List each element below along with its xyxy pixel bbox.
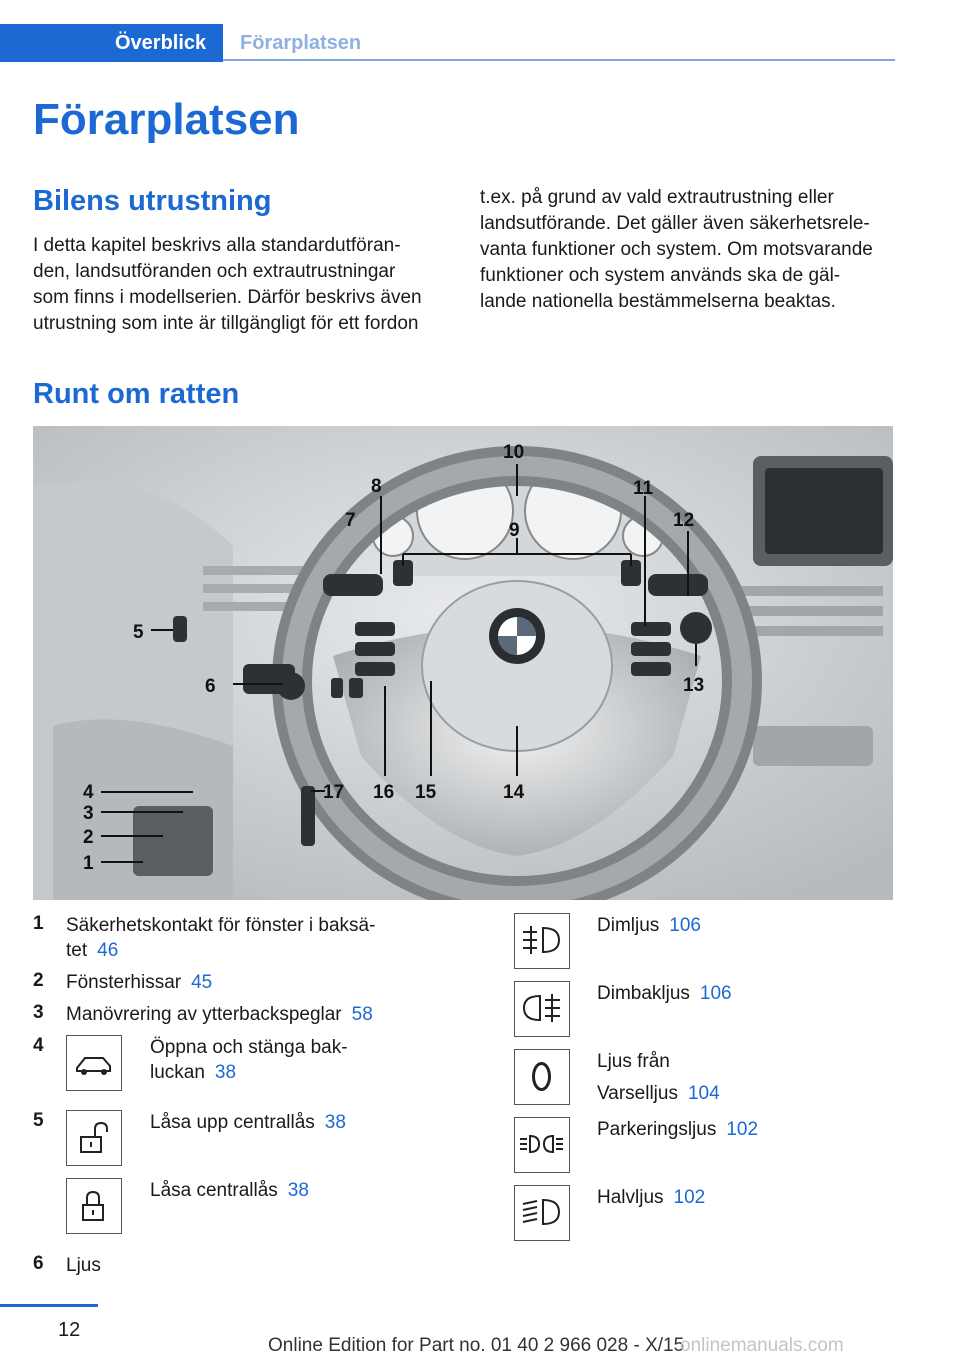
page-ref-link[interactable]: 104	[687, 1083, 720, 1104]
tab-drivers-seat[interactable]: Förarplatsen	[240, 32, 362, 54]
item-number: 1	[33, 913, 44, 934]
callout-4: 4	[83, 782, 94, 803]
callout-13: 13	[683, 675, 705, 696]
page-ref-link[interactable]: 106	[699, 983, 732, 1004]
footer-rule	[0, 1304, 98, 1307]
item-number: 4	[33, 1035, 44, 1056]
callout-10: 10	[503, 442, 525, 463]
item-number: 3	[33, 1002, 44, 1023]
item-text: Ljus från	[597, 1051, 670, 1072]
item-number: 6	[33, 1253, 44, 1274]
callout-6: 6	[205, 676, 216, 697]
item-text: Öppna och stänga bak-	[150, 1037, 348, 1058]
list-item	[66, 1002, 373, 1027]
callout-7: 7	[345, 510, 356, 531]
callout-12: 12	[673, 510, 695, 531]
header-rule	[223, 59, 895, 61]
intro-line: t.ex. på grund av vald extrautrustning eller	[480, 187, 834, 208]
unlock-icon	[66, 1110, 122, 1166]
callout-5: 5	[133, 622, 144, 643]
list-item	[66, 913, 446, 963]
lights-off-icon	[514, 1049, 570, 1105]
list-item	[150, 1035, 348, 1085]
page-ref-link[interactable]: 45	[191, 972, 213, 993]
page-ref-link[interactable]: 46	[97, 940, 119, 961]
list-item	[150, 1110, 346, 1135]
callout-14: 14	[503, 782, 525, 803]
list-item	[597, 913, 701, 938]
page-number: 12	[58, 1319, 81, 1341]
item-text: Parkeringsljus	[597, 1119, 717, 1140]
rear-fog-light-icon	[514, 981, 570, 1037]
low-beam-icon	[514, 1185, 570, 1241]
steering-wheel-illustration	[33, 426, 893, 900]
item-text: luckan	[150, 1062, 205, 1083]
lock-icon	[66, 1178, 122, 1234]
item-text: Fönsterhissar	[66, 972, 182, 993]
list-item	[597, 1185, 705, 1210]
item-text: Dimbakljus	[597, 983, 690, 1004]
callout-15: 15	[415, 782, 437, 803]
intro-line: lande nationella bestämmelserna beaktas.	[480, 291, 836, 312]
list-item	[597, 1049, 720, 1106]
callout-3: 3	[83, 803, 94, 824]
page-ref-link[interactable]: 102	[673, 1187, 706, 1208]
page-ref-link[interactable]: 58	[351, 1004, 373, 1025]
tailgate-icon	[66, 1035, 122, 1091]
page-title: Förarplatsen	[33, 95, 300, 144]
front-fog-light-icon	[514, 913, 570, 969]
item-text: tet	[66, 940, 88, 961]
watermark: onlinemanuals.com	[680, 1335, 844, 1356]
callout-17: 17	[323, 782, 345, 803]
tab-overview[interactable]: Överblick	[0, 24, 223, 62]
callout-2: 2	[83, 827, 94, 848]
item-text: Låsa centrallås	[150, 1180, 278, 1201]
item-text: Dimljus	[597, 915, 660, 936]
intro-right-column	[480, 185, 895, 315]
item-text: Varselljus	[597, 1083, 678, 1104]
list-item	[66, 1253, 101, 1278]
page-ref-link[interactable]: 38	[214, 1062, 237, 1083]
item-text: Ljus	[66, 1255, 101, 1276]
intro-line: som finns i modellserien. Därför beskrivs även	[33, 287, 422, 308]
item-number: 2	[33, 970, 44, 991]
item-text: Manövrering av ytterbackspeglar	[66, 1004, 342, 1025]
section-title-equipment: Bilens utrustning	[33, 185, 272, 217]
item-text: Säkerhetskontakt för fönster i baksä-	[66, 915, 376, 936]
intro-line: vanta funktioner och system. Om motsvarande	[480, 239, 873, 260]
intro-line: den, landsutföranden och extrautrustningar	[33, 261, 396, 282]
list-item	[597, 981, 732, 1006]
callout-16: 16	[373, 782, 395, 803]
intro-line: landsutförande. Det gäller även säkerhetsrele-	[480, 213, 870, 234]
intro-line: I detta kapitel beskrivs alla standardutföran-	[33, 235, 401, 256]
parking-light-icon	[514, 1117, 570, 1173]
section-title-steering-wheel: Runt om ratten	[33, 378, 240, 410]
intro-line: utrustning som inte är tillgängligt för ett fordon	[33, 313, 419, 334]
list-item	[597, 1117, 758, 1142]
callout-11: 11	[633, 478, 654, 499]
item-number: 5	[33, 1110, 44, 1131]
cockpit-photo	[33, 426, 893, 900]
callout-9: 9	[509, 520, 520, 541]
page-ref-link[interactable]: 106	[669, 915, 701, 936]
item-text: Halvljus	[597, 1187, 664, 1208]
callout-1: 1	[83, 853, 94, 874]
list-item	[66, 970, 212, 995]
intro-line: funktioner och system används ska de gäl-	[480, 265, 841, 286]
edition-footer: Online Edition for Part no. 01 40 2 966 028 - X/15	[268, 1335, 685, 1356]
page-ref-link[interactable]: 102	[726, 1119, 759, 1140]
page-ref-link[interactable]: 38	[287, 1180, 309, 1201]
page-ref-link[interactable]: 38	[324, 1112, 346, 1133]
callout-8: 8	[371, 476, 382, 497]
intro-left-column	[33, 233, 453, 337]
list-item	[150, 1178, 309, 1203]
item-text: Låsa upp centrallås	[150, 1112, 315, 1133]
chapter-tabs	[0, 24, 895, 62]
